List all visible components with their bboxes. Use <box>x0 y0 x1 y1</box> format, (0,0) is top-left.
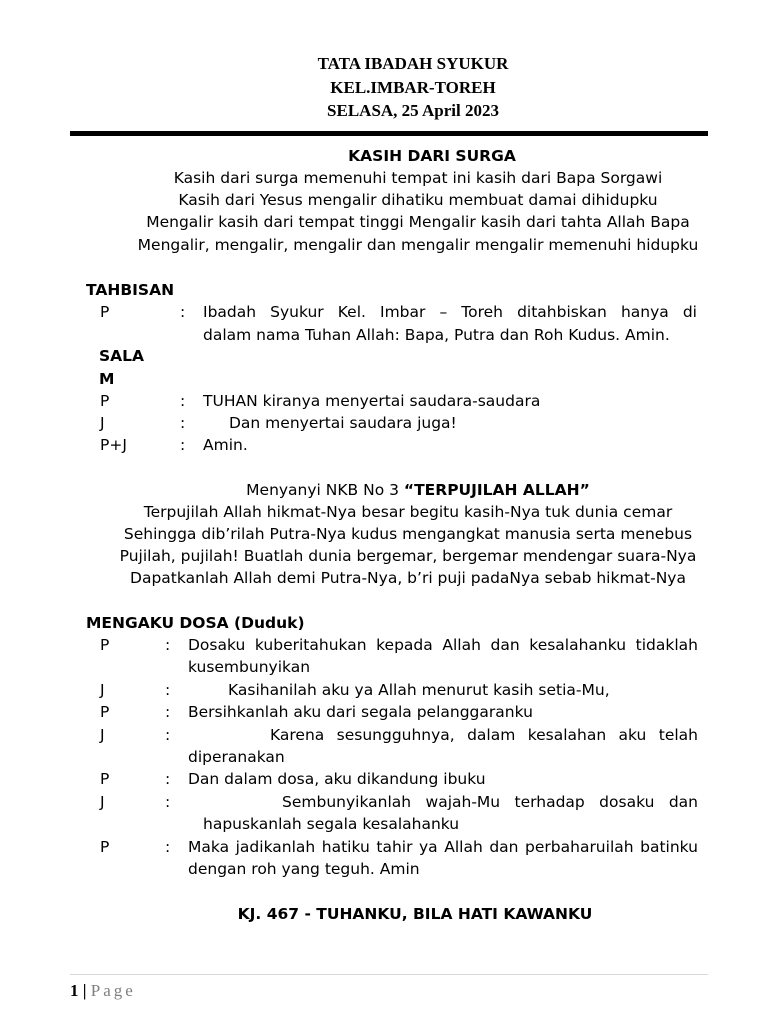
opening-song-line: Kasih dari surga memenuhi tempat ini kasih dari Bapa Sorgawi <box>173 169 663 187</box>
speaker-label: P <box>100 703 110 721</box>
speaker-label: P <box>100 392 110 410</box>
speaker-label: P <box>100 636 110 654</box>
opening-song-line: Kasih dari Yesus mengalir dihatiku membuat damai dihidupku <box>178 191 658 209</box>
confession-text-line: Bersihkanlah aku dari segala pelanggaranku <box>188 703 533 721</box>
confession-text-line: Sembunyikanlah wajah-Mu terhadap dosaku dan <box>282 793 698 811</box>
speaker-label: P <box>100 838 110 856</box>
tahbisan-text-line: Ibadah Syukur Kel. Imbar – Toreh ditahbiskan hanya di <box>203 303 697 321</box>
colon: : <box>165 770 171 788</box>
salam-text: Amin. <box>203 436 248 454</box>
header-divider <box>70 131 708 136</box>
hymn-line: Dapatkanlah Allah demi Putra-Nya, b’ri puji padaNya sebab hikmat-Nya <box>130 569 686 587</box>
page-footer <box>70 981 136 1001</box>
salam-text: Dan menyertai saudara juga! <box>229 414 457 432</box>
confession-text-line: dengan roh yang teguh. Amin <box>188 860 420 878</box>
salam-heading: SALA <box>99 347 145 365</box>
footer-separator: | <box>82 981 87 1000</box>
opening-song-line: Mengalir kasih dari tempat tinggi Mengalir kasih dari tahta Allah Bapa <box>146 213 690 231</box>
colon: : <box>180 436 186 454</box>
hymn-line: Terpujilah Allah hikmat-Nya besar begitu kasih-Nya tuk dunia cemar <box>143 503 673 521</box>
confession-text-line: Dan dalam dosa, aku dikandung ibuku <box>188 770 486 788</box>
hymn-intro-text: Menyanyi NKB No 3 <box>246 481 404 499</box>
speaker-label: P <box>100 770 110 788</box>
hymn-intro <box>0 481 768 499</box>
speaker-label: P+J <box>100 436 127 454</box>
confession-text-line: Dosaku kuberitahukan kepada Allah dan kesalahanku tidaklah <box>188 636 698 654</box>
hymn-line: Pujilah, pujilah! Buatlah dunia bergemar, bergemar mendengar suara-Nya <box>119 547 697 565</box>
colon: : <box>165 636 171 654</box>
document-title: TATA IBADAH SYUKUR <box>317 54 509 73</box>
colon: : <box>165 681 171 699</box>
hymn-line: Sehingga dib’rilah Putra-Nya kudus mengangkat manusia serta menebus <box>123 525 693 543</box>
speaker-label: P <box>100 303 110 321</box>
opening-song-line: Mengalir, mengalir, mengalir dan mengalir mengalir memenuhi hidupku <box>137 236 699 254</box>
confession-text-line: Kasihanilah aku ya Allah menurut kasih setia-Mu, <box>228 681 610 699</box>
speaker-label: J <box>100 793 105 811</box>
confession-heading: MENGAKU DOSA (Duduk) <box>86 614 305 632</box>
opening-song-title: KASIH DARI SURGA <box>348 147 516 165</box>
colon: : <box>165 838 171 856</box>
speaker-label: J <box>100 726 105 744</box>
colon: : <box>180 414 186 432</box>
footer-divider <box>70 974 708 975</box>
speaker-label: J <box>100 414 105 432</box>
colon: : <box>180 303 186 321</box>
speaker-label: J <box>100 681 105 699</box>
document-subtitle: KEL.IMBAR-TOREH <box>330 78 496 97</box>
tahbisan-heading: TAHBISAN <box>86 281 175 299</box>
next-hymn-title: KJ. 467 - TUHANKU, BILA HATI KAWANKU <box>237 905 593 923</box>
salam-text: TUHAN kiranya menyertai saudara-saudara <box>203 392 541 410</box>
confession-text-line: hapuskanlah segala kesalahanku <box>203 815 460 833</box>
colon: : <box>165 726 171 744</box>
page-number: 1 <box>70 981 79 1000</box>
confession-text-line: Karena sesungguhnya, dalam kesalahan aku telah <box>270 726 698 744</box>
document-date: SELASA, 25 April 2023 <box>327 101 499 120</box>
hymn-title: “TERPUJILAH ALLAH” <box>403 481 590 499</box>
colon: : <box>180 392 186 410</box>
confession-text-line: kusembunyikan <box>188 658 311 676</box>
colon: : <box>165 703 171 721</box>
colon: : <box>165 793 171 811</box>
page-label: Page <box>90 981 136 1000</box>
tahbisan-text-line: dalam nama Tuhan Allah: Bapa, Putra dan Roh Kudus. Amin. <box>203 326 670 344</box>
salam-heading-wrap: M <box>99 370 115 388</box>
confession-text-line: diperanakan <box>188 748 285 766</box>
confession-text-line: Maka jadikanlah hatiku tahir ya Allah dan perbaharuilah batinku <box>188 838 698 856</box>
